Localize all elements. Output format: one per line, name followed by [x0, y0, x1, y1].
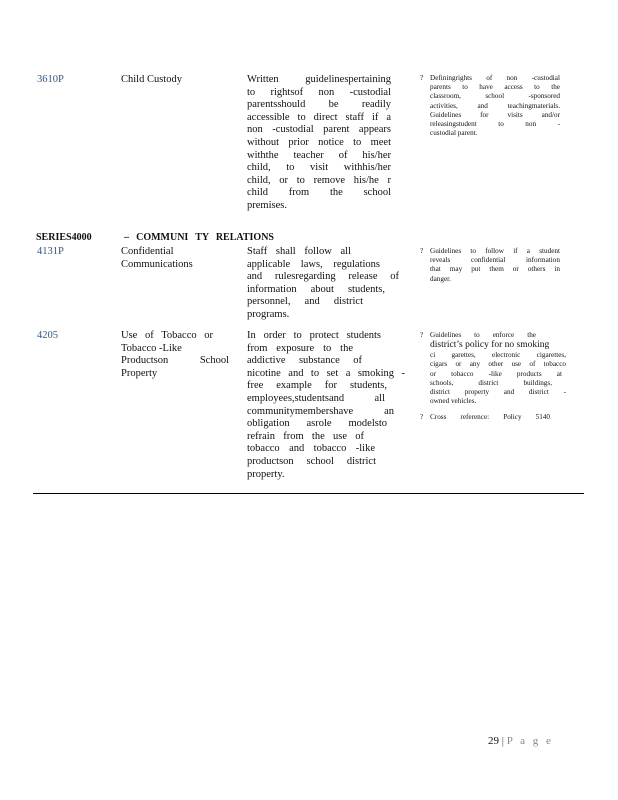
note-item — [420, 74, 560, 138]
title-line: Use of Tobacco or — [121, 330, 213, 341]
series-label: SERIES4000 — [36, 232, 92, 243]
desc-line: productson school district — [247, 455, 376, 467]
note-item — [420, 247, 560, 284]
note-line: Guidelines to follow if a student — [430, 247, 560, 255]
bullet-icon: ? — [420, 74, 424, 82]
desc-line: nicotine and to set a smoking - — [247, 367, 405, 379]
policy-title — [121, 74, 231, 87]
note-line: Guidelines to enforce the — [430, 331, 536, 339]
desc-line: applicable laws, regulations — [247, 258, 380, 270]
title-line: Communications — [121, 258, 193, 270]
note-line: releasingstudent to non - — [430, 120, 560, 129]
note-line: classroom, school -sponsored — [430, 92, 560, 101]
policy-description — [247, 330, 405, 481]
note-line: schools, district buildings, — [430, 378, 552, 387]
note-line: parents to have access to the — [430, 83, 560, 92]
desc-line: personnel, and district — [247, 296, 363, 308]
note-line: or tobacco -like products at — [430, 369, 562, 378]
title-line: Tobacco -Like — [121, 342, 182, 354]
series-title: – COMMUNI TY RELATIONS — [124, 232, 274, 243]
note-line: Cross reference: Policy 5140 — [430, 413, 550, 422]
policy-description — [247, 74, 391, 213]
desc-line: and rulesregarding release of — [247, 271, 399, 283]
note-line: Definingrights of non -custodial — [430, 74, 560, 82]
desc-line: without prior notice to meet — [247, 136, 391, 148]
policy-description — [247, 246, 399, 322]
desc-line: tobacco and tobacco -like — [247, 443, 375, 455]
note-item — [420, 413, 566, 422]
note-line: Guidelines for visits and/or — [430, 110, 560, 119]
note-line: cigars or any other use of tobacco — [430, 360, 566, 369]
bullet-icon: ? — [420, 331, 424, 339]
policy-code: 4205 — [37, 330, 58, 341]
desc-line: child, to visit withhis/her — [247, 162, 391, 174]
desc-line: refrain from the use of — [247, 430, 364, 442]
desc-line: information about students, — [247, 283, 385, 295]
desc-line: In order to protect students — [247, 330, 381, 341]
bullet-icon: ? — [420, 247, 424, 255]
desc-line: withthe teacher of his/her — [247, 149, 391, 161]
policy-title — [121, 330, 231, 380]
note-line: district’s policy for no smoking — [430, 340, 550, 351]
note-line: ci garettes, electronic cigarettes, — [430, 351, 566, 360]
desc-line: communitymembershave an — [247, 405, 394, 417]
table-bottom-border — [33, 493, 584, 494]
policy-code: 3610P — [37, 74, 64, 85]
policy-notes — [420, 247, 560, 284]
note-line: that may put them or others in — [430, 265, 560, 274]
desc-line: to rightsof non -custodial — [247, 86, 391, 98]
note-line: district property and district - — [430, 388, 566, 397]
desc-line: premises. — [247, 199, 287, 211]
policy-notes — [420, 74, 560, 138]
desc-line: parentsshould be readily — [247, 99, 391, 111]
title-line: Productson School — [121, 355, 229, 367]
policy-notes — [420, 331, 566, 423]
note-item — [420, 331, 566, 406]
footer-separator: | — [501, 735, 504, 747]
page-footer — [488, 735, 553, 747]
desc-line: free example for students, — [247, 380, 387, 392]
desc-line: Staff shall follow all — [247, 246, 351, 257]
desc-line: child, or to remove his/he r — [247, 174, 391, 186]
note-line: reveals confidential information — [430, 256, 560, 265]
policy-code: 4131P — [37, 246, 64, 257]
policy-title — [121, 246, 231, 271]
note-line: activities, and teachingmaterials. — [430, 101, 560, 110]
desc-line: programs. — [247, 308, 290, 320]
title-line: Confidential — [121, 246, 174, 257]
page-number: 29 — [488, 735, 499, 747]
desc-line: from exposure to the — [247, 342, 353, 354]
note-line: danger. — [430, 274, 451, 283]
desc-line: Written guidelinespertaining — [247, 74, 391, 85]
bullet-icon: ? — [420, 413, 424, 422]
desc-line: child from the school — [247, 187, 391, 199]
note-line: custodial parent. — [430, 129, 478, 138]
desc-line: non -custodial parent appears — [247, 124, 391, 136]
desc-line: obligation asrole modelsto — [247, 418, 387, 430]
desc-line: addictive substance of — [247, 355, 362, 367]
page-label: P a g e — [506, 735, 554, 747]
note-line: owned vehicles. — [430, 397, 477, 406]
title-line: Child Custody — [121, 74, 182, 85]
desc-line: property. — [247, 468, 285, 480]
title-line: Property — [121, 367, 158, 379]
desc-line: employees,studentsand all — [247, 392, 385, 404]
desc-line: accessible to direct staff if a — [247, 111, 391, 123]
